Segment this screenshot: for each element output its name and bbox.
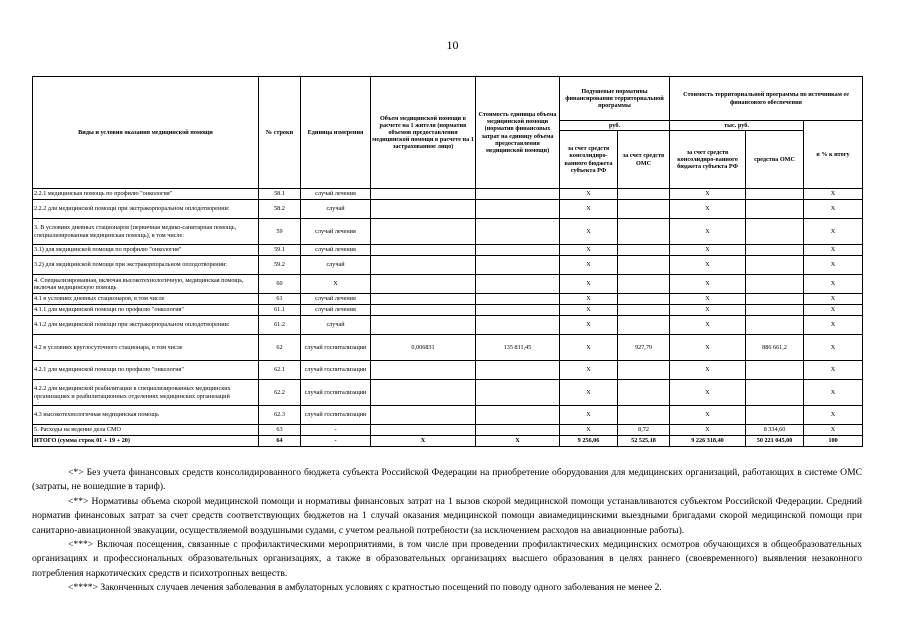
row-oms-cost: 50 221 045,00 xyxy=(746,436,804,447)
row-volume xyxy=(371,425,476,436)
row-oms-cost xyxy=(746,275,804,294)
row-unit-cost xyxy=(476,361,560,380)
row-unit: случай лечения xyxy=(301,305,371,316)
header-unit: Единица измерения xyxy=(301,77,371,189)
row-oms-cost xyxy=(746,316,804,335)
row-volume xyxy=(371,316,476,335)
row-unit: - xyxy=(301,436,371,447)
row-name: 3.1) для медицинской помощи по профилю "онкология" xyxy=(33,245,259,256)
row-volume xyxy=(371,200,476,219)
row-percent: X xyxy=(804,294,863,305)
row-oms-norm xyxy=(618,406,670,425)
row-budget-cost: X xyxy=(670,189,746,200)
row-number: 61.1 xyxy=(259,305,301,316)
table-row xyxy=(33,425,863,436)
row-unit-cost xyxy=(476,294,560,305)
row-unit-cost xyxy=(476,219,560,245)
row-oms-norm xyxy=(618,294,670,305)
footnote: <**> Нормативы объема скорой медицинской помощи и нормативы финансовых затрат на 1 вызов скорой медицинской помощи устанавливаются субъектом Российской Федерации. Средний норматив финансовых затрат за счет средств соответствующих бюджетов на 1 случай оказания медицинской помощи авиамедицинскими выездными бригадами скорой медицинской помощи при санитарно-авиационной эвакуации, осуществляемой воздушными судами, с учетом реальной потребности (за исключением расходов на авиационные работы). xyxy=(32,495,862,536)
row-oms-norm xyxy=(618,245,670,256)
row-name: 5. Расходы на ведение дела СМО xyxy=(33,425,259,436)
header-unit-thousand: тыс. руб. xyxy=(670,121,804,131)
row-budget-norm: X xyxy=(560,406,618,425)
row-oms-cost: 8 334,60 xyxy=(746,425,804,436)
header-budget-cost: за счет средств консолидиро-ванного бюджета субъекта РФ xyxy=(670,131,746,189)
row-unit: случай xyxy=(301,256,371,275)
total-row xyxy=(33,436,863,447)
header-unit-rub: руб. xyxy=(560,121,670,131)
row-number: 61.2 xyxy=(259,316,301,335)
row-oms-cost xyxy=(746,219,804,245)
row-oms-norm xyxy=(618,380,670,406)
row-percent: X xyxy=(804,189,863,200)
header-kind: Виды и условия оказания медицинской помощи xyxy=(33,77,259,189)
row-oms-norm xyxy=(618,189,670,200)
row-budget-norm: X xyxy=(560,189,618,200)
row-name: 2.2.1 медицинская помощь по профилю "онкология" xyxy=(33,189,259,200)
row-oms-cost xyxy=(746,200,804,219)
row-oms-cost xyxy=(746,256,804,275)
row-budget-cost: X xyxy=(670,294,746,305)
row-unit: случай госпитализации xyxy=(301,406,371,425)
table-row xyxy=(33,305,863,316)
row-unit: случай госпитализации xyxy=(301,380,371,406)
row-oms-norm xyxy=(618,305,670,316)
row-unit-cost xyxy=(476,245,560,256)
row-unit-cost xyxy=(476,275,560,294)
row-budget-cost: 9 226 318,40 xyxy=(670,436,746,447)
row-volume xyxy=(371,275,476,294)
row-number: 62 xyxy=(259,335,301,361)
row-unit-cost xyxy=(476,316,560,335)
row-budget-cost: X xyxy=(670,305,746,316)
row-name: 2.2.2 для медицинской помощи при экстракорпоральном оплодотворении: xyxy=(33,200,259,219)
footnote: <****> Законченных случаев лечения заболевания в амбулаторных условиях с кратностью посещений по поводу одного заболевания не менее 2. xyxy=(68,582,662,594)
row-number: 58.1 xyxy=(259,189,301,200)
row-oms-cost xyxy=(746,406,804,425)
table-row xyxy=(33,316,863,335)
row-unit: случай xyxy=(301,200,371,219)
row-oms-cost: 886 661,2 xyxy=(746,335,804,361)
table-row xyxy=(33,256,863,275)
row-budget-norm: X xyxy=(560,294,618,305)
row-budget-norm: 9 256,06 xyxy=(560,436,618,447)
table-row xyxy=(33,406,863,425)
row-budget-norm: X xyxy=(560,425,618,436)
row-number: 63 xyxy=(259,425,301,436)
row-oms-norm xyxy=(618,275,670,294)
row-unit-cost xyxy=(476,380,560,406)
table-row xyxy=(33,245,863,256)
row-unit-cost xyxy=(476,425,560,436)
row-budget-norm: X xyxy=(560,200,618,219)
table-row xyxy=(33,380,863,406)
row-budget-cost: X xyxy=(670,219,746,245)
row-unit-cost xyxy=(476,200,560,219)
table-row xyxy=(33,219,863,245)
row-number: 59.1 xyxy=(259,245,301,256)
row-unit-cost xyxy=(476,406,560,425)
row-unit: случай лечения xyxy=(301,189,371,200)
header-budget: за счет средств консолидиро-ванного бюджета субъекта РФ xyxy=(560,131,618,189)
row-budget-norm: X xyxy=(560,380,618,406)
row-oms-norm xyxy=(618,256,670,275)
row-percent: X xyxy=(804,256,863,275)
row-budget-cost: X xyxy=(670,275,746,294)
row-budget-cost: X xyxy=(670,335,746,361)
row-number: 59.2 xyxy=(259,256,301,275)
row-percent: X xyxy=(804,245,863,256)
footnotes xyxy=(32,466,862,596)
row-name: 3.2) для медицинской помощи при экстракорпоральном оплодотворении: xyxy=(33,256,259,275)
row-percent: 100 xyxy=(804,436,863,447)
row-name: 3. В условиях дневных стационаров (первичная медико-санитарная помощь, специализированная медицинская помощь), в том числе: xyxy=(33,219,259,245)
row-budget-norm: X xyxy=(560,361,618,380)
row-name: 4.1 в условиях дневных стационаров, в том числе xyxy=(33,294,259,305)
footnote: <*> Без учета финансовых средств консолидированного бюджета субъекта Российской Федерации на приобретение оборудования для медицинских организаций, работающих в системе ОМС (затраты, не вошедшие в тариф). xyxy=(32,467,862,493)
row-percent: X xyxy=(804,316,863,335)
row-budget-norm: X xyxy=(560,219,618,245)
row-name: ИТОГО (сумма строк 01 + 19 + 20) xyxy=(33,436,259,447)
row-budget-cost: X xyxy=(670,380,746,406)
row-number: 58.2 xyxy=(259,200,301,219)
row-volume xyxy=(371,219,476,245)
row-budget-norm: X xyxy=(560,256,618,275)
row-percent: X xyxy=(804,425,863,436)
row-oms-cost xyxy=(746,294,804,305)
row-budget-norm: X xyxy=(560,305,618,316)
row-unit: случай xyxy=(301,316,371,335)
row-name: 4.3 высокотехнологичная медицинская помощь xyxy=(33,406,259,425)
row-percent: X xyxy=(804,361,863,380)
row-volume xyxy=(371,305,476,316)
footnote: <***> Включая посещения, связанные с профилактическими мероприятиями, в том числе при проведении профилактических медицинских осмотров обучающихся в общеобразовательных организациях и профессиональных образовательных организациях, а также в образовательных организациях высшего образования в целях раннего (своевременного) выявления незаконного потребления наркотических средств и психотропных веществ. xyxy=(32,539,862,579)
header-oms-cost: средства ОМС xyxy=(746,131,804,189)
row-unit-cost xyxy=(476,189,560,200)
row-percent: X xyxy=(804,406,863,425)
row-budget-cost: X xyxy=(670,316,746,335)
header-oms: за счет средств ОМС xyxy=(618,131,670,189)
table-row xyxy=(33,189,863,200)
row-budget-norm: X xyxy=(560,245,618,256)
row-number: 62.1 xyxy=(259,361,301,380)
row-unit: X xyxy=(301,275,371,294)
row-volume xyxy=(371,361,476,380)
row-name: 4.1.1 для медицинской помощи по профилю "онкология" xyxy=(33,305,259,316)
row-percent: X xyxy=(804,305,863,316)
row-percent: X xyxy=(804,275,863,294)
row-budget-cost: X xyxy=(670,406,746,425)
row-volume xyxy=(371,189,476,200)
table-row xyxy=(33,361,863,380)
row-oms-cost xyxy=(746,361,804,380)
row-oms-norm xyxy=(618,316,670,335)
row-name: 4.1.2 для медицинской помощи при экстракорпоральном оплодотворении: xyxy=(33,316,259,335)
row-unit: случай госпитализации xyxy=(301,361,371,380)
table-row xyxy=(33,200,863,219)
row-name: 4.2 в условиях круглосуточного стационара, в том числе xyxy=(33,335,259,361)
row-unit: случай лечения xyxy=(301,219,371,245)
row-budget-cost: X xyxy=(670,200,746,219)
row-unit: - xyxy=(301,425,371,436)
row-unit: случай лечения xyxy=(301,245,371,256)
page-number: 10 xyxy=(446,38,459,52)
row-unit: случай госпитализации xyxy=(301,335,371,361)
row-number: 62.2 xyxy=(259,380,301,406)
row-volume xyxy=(371,245,476,256)
row-oms-cost xyxy=(746,245,804,256)
header-volume: Объем медицинской помощи в расчете на 1 жителя (норматив объемов предоставления медицинской помощи в расчете на 1 застрахованное лицо) xyxy=(371,77,476,189)
row-percent: X xyxy=(804,200,863,219)
header-per-capita: Подушевые нормативы финансирования территориальной программы xyxy=(560,77,670,121)
row-percent: X xyxy=(804,335,863,361)
row-oms-cost xyxy=(746,189,804,200)
row-oms-cost xyxy=(746,380,804,406)
row-oms-norm: 927,79 xyxy=(618,335,670,361)
row-volume xyxy=(371,406,476,425)
row-budget-cost: X xyxy=(670,425,746,436)
row-budget-norm: X xyxy=(560,316,618,335)
row-budget-norm: X xyxy=(560,275,618,294)
row-percent: X xyxy=(804,380,863,406)
row-oms-norm xyxy=(618,361,670,380)
row-percent: X xyxy=(804,219,863,245)
header-program-cost: Стоимость территориальной программы по источникам ее финансового обеспечения xyxy=(670,77,863,121)
row-unit-cost: 135 811,45 xyxy=(476,335,560,361)
row-number: 61 xyxy=(259,294,301,305)
row-number: 64 xyxy=(259,436,301,447)
row-budget-cost: X xyxy=(670,245,746,256)
row-name: 4.2.1 для медицинской помощи по профилю "онкология" xyxy=(33,361,259,380)
row-volume xyxy=(371,256,476,275)
row-budget-cost: X xyxy=(670,256,746,275)
header-percent: в % к итогу xyxy=(804,121,863,189)
row-unit-cost: X xyxy=(476,436,560,447)
row-number: 59 xyxy=(259,219,301,245)
row-budget-cost: X xyxy=(670,361,746,380)
row-oms-norm xyxy=(618,200,670,219)
header-row-number: № строки xyxy=(259,77,301,189)
row-oms-norm: 8,72 xyxy=(618,425,670,436)
row-unit: случай лечения xyxy=(301,294,371,305)
row-name: 4. Специализированная, включая высокотехнологичную, медицинская помощь, включая медицинскую помощь xyxy=(33,275,259,294)
table-row xyxy=(33,294,863,305)
row-number: 62.3 xyxy=(259,406,301,425)
row-number: 60 xyxy=(259,275,301,294)
table-row xyxy=(33,335,863,361)
row-volume xyxy=(371,380,476,406)
row-name: 4.2.2 для медицинской реабилитации в специализированных медицинских организациях и реабилитационных отделениях медицинских организаций xyxy=(33,380,259,406)
table-row xyxy=(33,275,863,294)
row-budget-norm: X xyxy=(560,335,618,361)
row-volume xyxy=(371,294,476,305)
financing-table xyxy=(32,76,863,447)
row-oms-norm xyxy=(618,219,670,245)
row-volume: 0,006831 xyxy=(371,335,476,361)
row-unit-cost xyxy=(476,256,560,275)
row-unit-cost xyxy=(476,305,560,316)
header-unit-cost: Стоимость единицы объема медицинской помощи (норматив финансовых затрат на единицу объема предоставления медицинской помощи) xyxy=(476,77,560,189)
row-oms-cost xyxy=(746,305,804,316)
row-oms-norm: 52 525,18 xyxy=(618,436,670,447)
row-volume: X xyxy=(371,436,476,447)
